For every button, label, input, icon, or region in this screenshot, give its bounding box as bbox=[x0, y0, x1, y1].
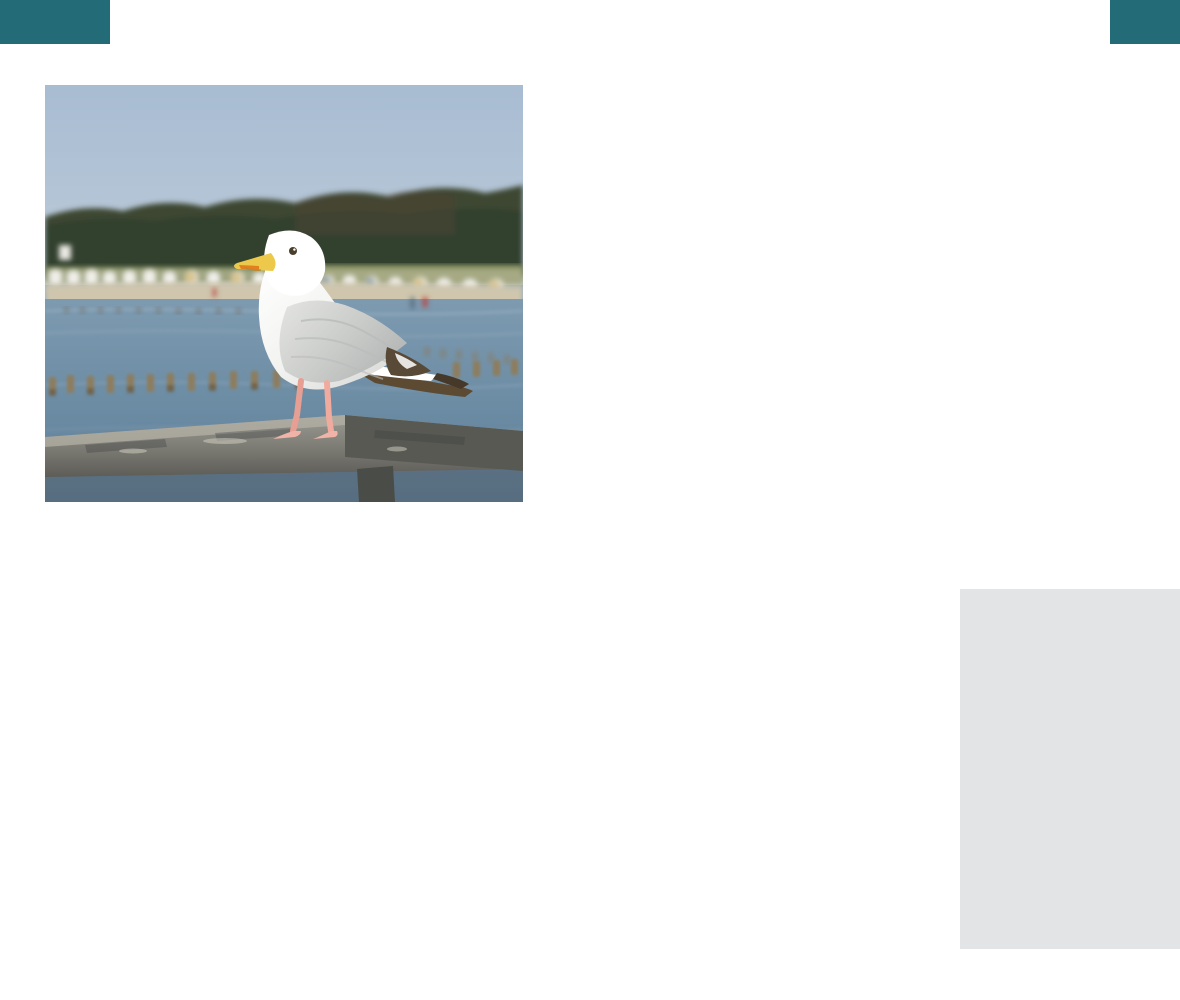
header-right-group bbox=[1131, 16, 1180, 36]
header-accent-block-left bbox=[0, 0, 110, 44]
running-header bbox=[0, 0, 1180, 56]
header-title-right bbox=[1131, 16, 1138, 35]
cover-photo-seagull bbox=[45, 85, 523, 502]
legend-box bbox=[960, 589, 1180, 949]
header-page-number-right bbox=[1138, 16, 1180, 35]
legend-rating-heading bbox=[972, 607, 1162, 624]
